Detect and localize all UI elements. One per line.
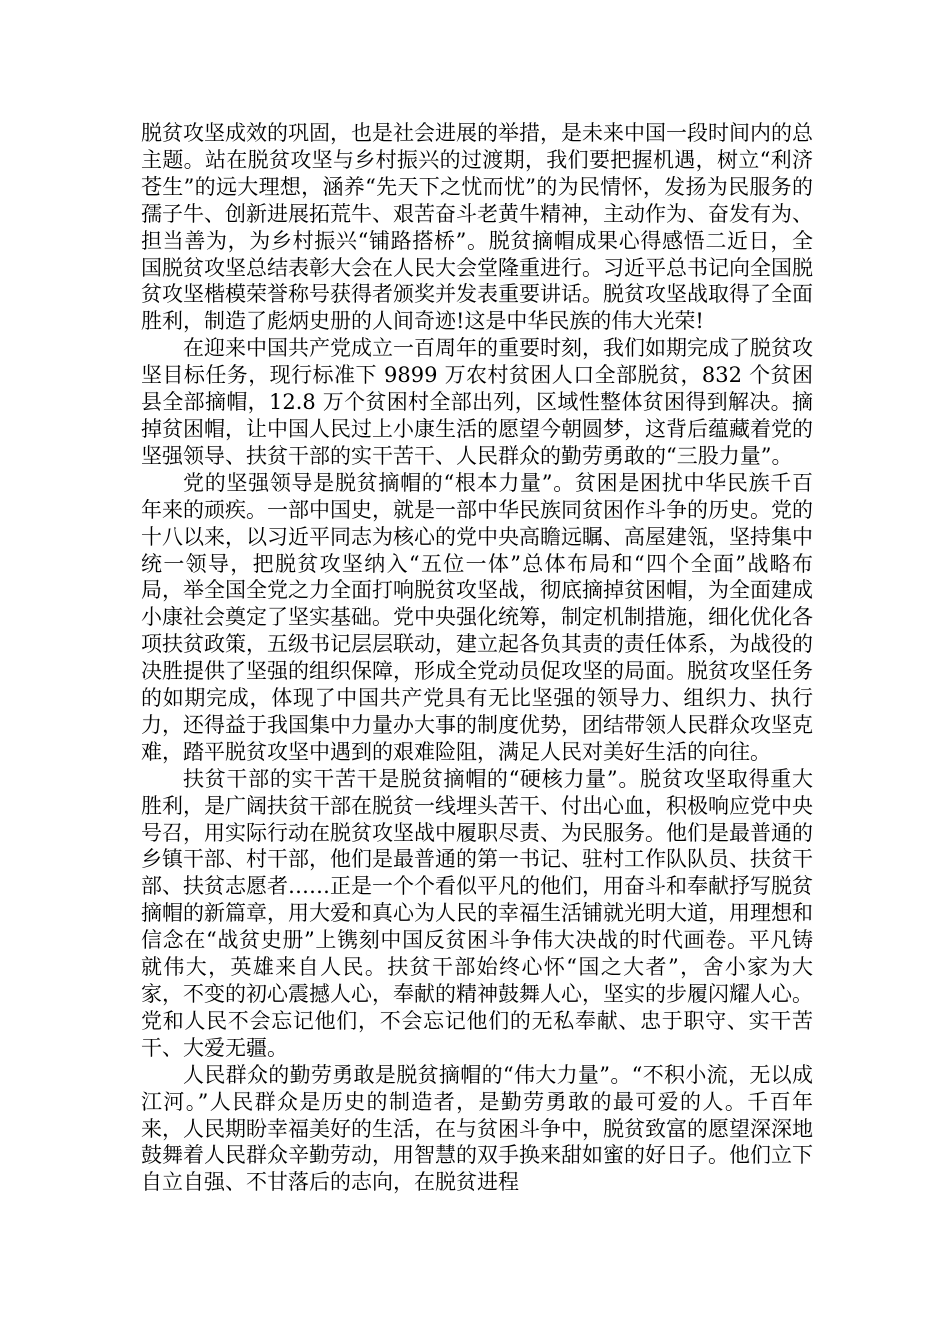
- paragraph-4: 扶贫干部的实干苦干是脱贫摘帽的“硬核力量”。脱贫攻坚取得重大胜利，是广阔扶贫干部在脱贫一线埋头苦干、付出心血，积极响应党中央号召，用实际行动在脱贫攻坚战中履职尽责、为民服务。他们是最普通的乡镇干部、村干部，他们是最普通的第一书记、驻村工作队队员、扶贫干部、扶贫志愿者……正是一个个看似平凡的他们，用奋斗和奉献抒写脱贫摘帽的新篇章，用大爱和真心为人民的幸福生活铺就光明大道，用理想和信念在“战贫史册”上镌刻中国反贫困斗争伟大决战的时代画卷。平凡铸就伟大，英雄来自人民。扶贫干部始终心怀“国之大者”，舍小家为大家，不变的初心震撼人心，奉献的精神鼓舞人心，坚实的步履闪耀人心。党和人民不会忘记他们，不会忘记他们的无私奉献、忠于职守、实干苦干、大爱无疆。: [141, 766, 813, 1060]
- paragraph-1: 脱贫攻坚成效的巩固，也是社会进展的举措，是未来中国一段时间内的总主题。站在脱贫攻坚与乡村振兴的过渡期，我们要把握机遇，树立“利济苍生”的远大理想，涵养“先天下之忧而忧”的为民情怀，发扬为民服务的孺子牛、创新进展拓荒牛、艰苦奋斗老黄牛精神，主动作为、奋发有为、担当善为，为乡村振兴“铺路搭桥”。脱贫摘帽成果心得感悟二近日，全国脱贫攻坚总结表彰大会在人民大会堂隆重进行。习近平总书记向全国脱贫攻坚楷模荣誉称号获得者颁奖并发表重要讲话。脱贫攻坚战取得了全面胜利，制造了彪炳史册的人间奇迹!这是中华民族的伟大光荣!: [141, 121, 813, 334]
- paragraph-2: 在迎来中国共产党成立一百周年的重要时刻，我们如期完成了脱贫攻坚目标任务，现行标准下 9899 万农村贫困人口全部脱贫，832 个贫困县全部摘帽，12.8 万个贫困村全部出列，区域性整体贫困得到解决。摘掉贫困帽，让中国人民过上小康生活的愿望今朝圆梦，这背后蕴藏着党的坚强领导、扶贫干部的实干苦干、人民群众的勤劳勇敢的“三股力量”。: [141, 336, 813, 468]
- paragraph-3: 党的坚强领导是脱贫摘帽的“根本力量”。贫困是困扰中华民族千百年来的顽疾。一部中国史，就是一部中华民族同贫困作斗争的历史。党的十八以来，以习近平同志为核心的党中央高瞻远瞩、高屋建瓴，坚持集中统一领导，把脱贫攻坚纳入“五位一体”总体布局和“四个全面”战略布局，举全国全党之力全面打响脱贫攻坚战，彻底摘掉贫困帽，为全面建成小康社会奠定了坚实基础。党中央强化统筹，制定机制措施，细化优化各项扶贫政策，五级书记层层联动，建立起各负其责的责任体系，为战役的决胜提供了坚强的组织保障，形成全党动员促攻坚的局面。脱贫攻坚任务的如期完成，体现了中国共产党具有无比坚强的领导力、组织力、执行力，还得益于我国集中力量办大事的制度优势，团结带领人民群众攻坚克难，踏平脱贫攻坚中遇到的艰难险阻，满足人民对美好生活的向往。: [141, 470, 813, 764]
- document-page: [141, 120, 813, 1196]
- paragraph-5: 人民群众的勤劳勇敢是脱贫摘帽的“伟大力量”。“不积小流，无以成江河。”人民群众是历史的制造者，是勤劳勇敢的最可爱的人。千百年来，人民期盼幸福美好的生活，在与贫困斗争中，脱贫致富的愿望深深地鼓舞着人民群众辛勤劳动，用智慧的双手换来甜如蜜的好日子。他们立下自立自强、不甘落后的志向，在脱贫进程: [141, 1062, 813, 1195]
